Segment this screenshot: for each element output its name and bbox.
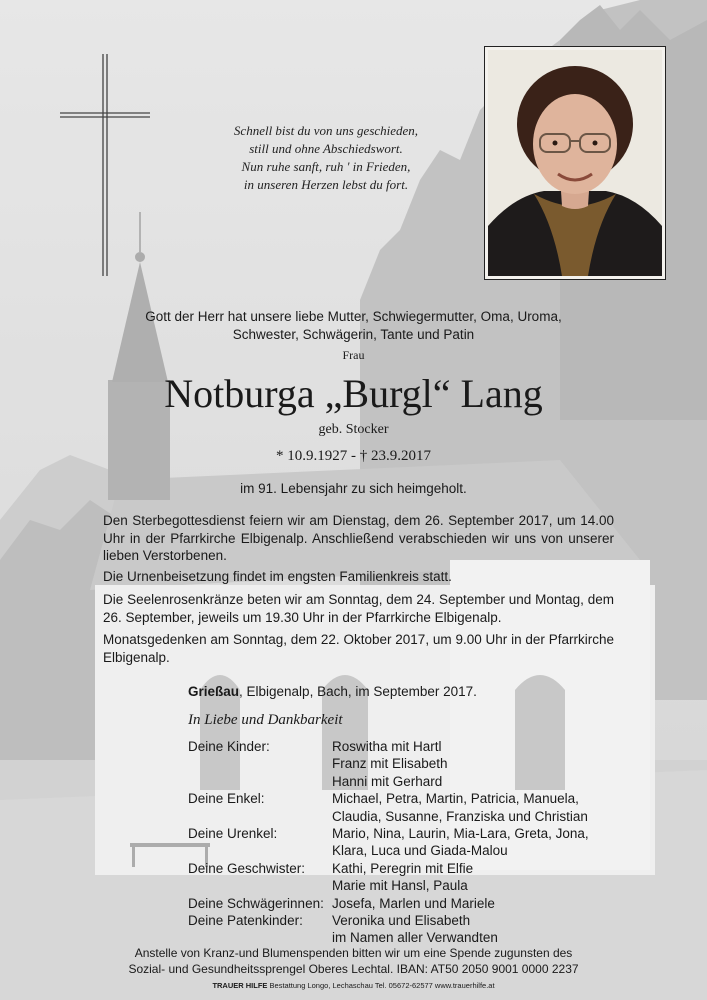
mourners-row xyxy=(188,860,608,877)
mourner-name: Franz xyxy=(332,756,367,772)
intro-text xyxy=(100,308,607,344)
deceased-name: Notburga „Burgl“ Lang xyxy=(164,371,543,416)
intro-line: Gott der Herr hat unsere liebe Mutter, Schwiegermutter, Oma, Uroma, xyxy=(145,309,562,324)
mourner-name: Roswitha xyxy=(332,739,388,754)
funeral-home-contact: Bestattung Longo, Lechaschau Tel. 05672-62577 www.trauerhilfe.at xyxy=(267,981,495,990)
donation-note-line: Sozial- und Gesundheitssprengel Oberes Lechtal. IBAN: AT50 2050 9001 0000 2237 xyxy=(128,962,579,976)
mourner-name: Gerhard xyxy=(392,773,443,789)
poem-line: Schnell bist du von uns geschieden, xyxy=(233,123,419,138)
mourner-name: Elfie xyxy=(446,860,474,876)
mourners-label: Deine Geschwister: xyxy=(188,860,306,876)
poem-line: in unseren Herzen lebst du fort. xyxy=(243,177,409,192)
mourners-row xyxy=(188,808,608,825)
mourner-name: Kathi, Peregrin xyxy=(332,860,422,876)
mourner-name: Michael, Petra, Martin, Patricia, Manuela, xyxy=(332,791,579,807)
mourner-name: Elisabeth xyxy=(414,913,471,929)
mourner-connector: und xyxy=(420,895,451,911)
rosary-paragraph: Die Seelenrosenkränze beten wir am Sonntag, dem 24. September und Montag, dem 26. September, jeweils um 19.30 Uhr in der Pfarrkirche Elbigenalp. xyxy=(103,592,614,625)
mourners-names xyxy=(332,808,588,825)
mourners-row xyxy=(188,790,608,807)
mourners-names xyxy=(332,877,468,894)
funeral-home-brand: TRAUER HILFE xyxy=(212,981,268,990)
mourner-connector: und xyxy=(504,808,535,824)
portrait-image xyxy=(484,46,666,280)
mourners-row xyxy=(188,825,608,842)
mourner-connector: mit xyxy=(366,756,393,772)
mourners-label: Deine Patenkinder: xyxy=(188,913,303,929)
memorial-poem xyxy=(140,122,512,194)
mourner-name: Klara, Luca xyxy=(332,843,401,859)
mourners-names xyxy=(332,860,473,877)
title-prefix: Frau xyxy=(342,348,365,362)
poem-line: still und ohne Abschiedswort. xyxy=(249,141,403,156)
mourner-name: Hanni xyxy=(332,773,368,789)
mourners-list xyxy=(188,738,608,947)
mourner-name: Veronika xyxy=(332,913,385,929)
mourners-row xyxy=(188,738,608,755)
life-dates: * 10.9.1927 - † 23.9.2017 xyxy=(276,448,431,464)
intro-line: Schwester, Schwägerin, Tante und Patin xyxy=(232,327,475,342)
portrait-photo xyxy=(484,46,666,280)
mourner-name: Giada-Malou xyxy=(430,843,508,859)
mourner-connector: mit xyxy=(365,878,392,894)
cross-icon xyxy=(58,52,152,278)
memorial-mass-paragraph: Monatsgedenken am Sonntag, dem 22. Oktober 2017, um 9.00 Uhr in der Pfarrkirche Elbigenalp. xyxy=(103,632,614,665)
mourner-connector: mit xyxy=(387,739,414,754)
mourners-row xyxy=(188,912,608,929)
mourners-names xyxy=(332,842,508,859)
mourner-connector: und xyxy=(384,913,415,929)
mourners-label: Deine Enkel: xyxy=(188,791,265,807)
mourner-name: Claudia, Susanne, Franziska xyxy=(332,808,505,824)
mourner-name: Mario, Nina, Laurin, Mia-Lara, Greta, Jona, xyxy=(332,826,589,842)
funeral-home-imprint xyxy=(100,981,607,990)
thanks-heading: In Liebe und Dankbarkeit xyxy=(188,712,343,728)
mourner-name: Mariele xyxy=(450,895,495,911)
mourner-name: Hansl, Paula xyxy=(391,878,468,894)
poem-line: Nun ruhe sanft, ruh ' in Frieden, xyxy=(241,159,411,174)
mourners-row xyxy=(188,773,608,790)
donation-note-line: Anstelle von Kranz-und Blumenspenden bitten wir um eine Spende zugunsten des xyxy=(134,946,573,960)
mourners-row xyxy=(188,877,608,894)
mourner-name: Elisabeth xyxy=(392,756,448,772)
mourner-name: Marie xyxy=(332,878,366,894)
place-name: Grießau xyxy=(188,684,240,699)
funeral-service-paragraph: Den Sterbegottesdienst feiern wir am Dienstag, dem 26. September 2017, um 14.00 Uhr in der Pfarrkirche Elbigenalp. Anschließend verabschieden wir uns von unserer lieben Verstorbenen. xyxy=(103,513,614,563)
mourners-names xyxy=(332,738,442,755)
mourners-names xyxy=(332,773,442,790)
mourners-row xyxy=(188,842,608,859)
mourner-connector: mit xyxy=(421,860,447,876)
mourners-row xyxy=(188,755,608,772)
mourners-label: Deine Kinder: xyxy=(188,739,270,754)
mourner-connector: mit xyxy=(367,773,393,789)
relatives-note: im Namen aller Verwandten xyxy=(332,930,498,946)
mourner-name: Hartl xyxy=(413,739,442,754)
mourners-label: Deine Schwägerinnen: xyxy=(188,895,324,911)
place-date-rest: , Elbigenalp, Bach, im September 2017. xyxy=(239,684,477,699)
mourner-name: Josefa, Marlen xyxy=(332,895,421,911)
age-line: im 91. Lebensjahr zu sich heimgeholt. xyxy=(240,481,467,496)
donation-note xyxy=(60,945,647,977)
mourners-label: Deine Urenkel: xyxy=(188,826,278,842)
mourner-name: Christian xyxy=(534,808,588,824)
mourner-connector: und xyxy=(400,843,431,859)
urn-burial-paragraph: Die Urnenbeisetzung findet im engsten Familienkreis statt. xyxy=(103,569,452,584)
mourners-names xyxy=(332,895,495,912)
mourners-names xyxy=(332,755,448,772)
maiden-name: geb. Stocker xyxy=(318,422,389,437)
mourners-row xyxy=(188,895,608,912)
mourners-names xyxy=(332,912,470,929)
place-date-line xyxy=(188,684,477,699)
